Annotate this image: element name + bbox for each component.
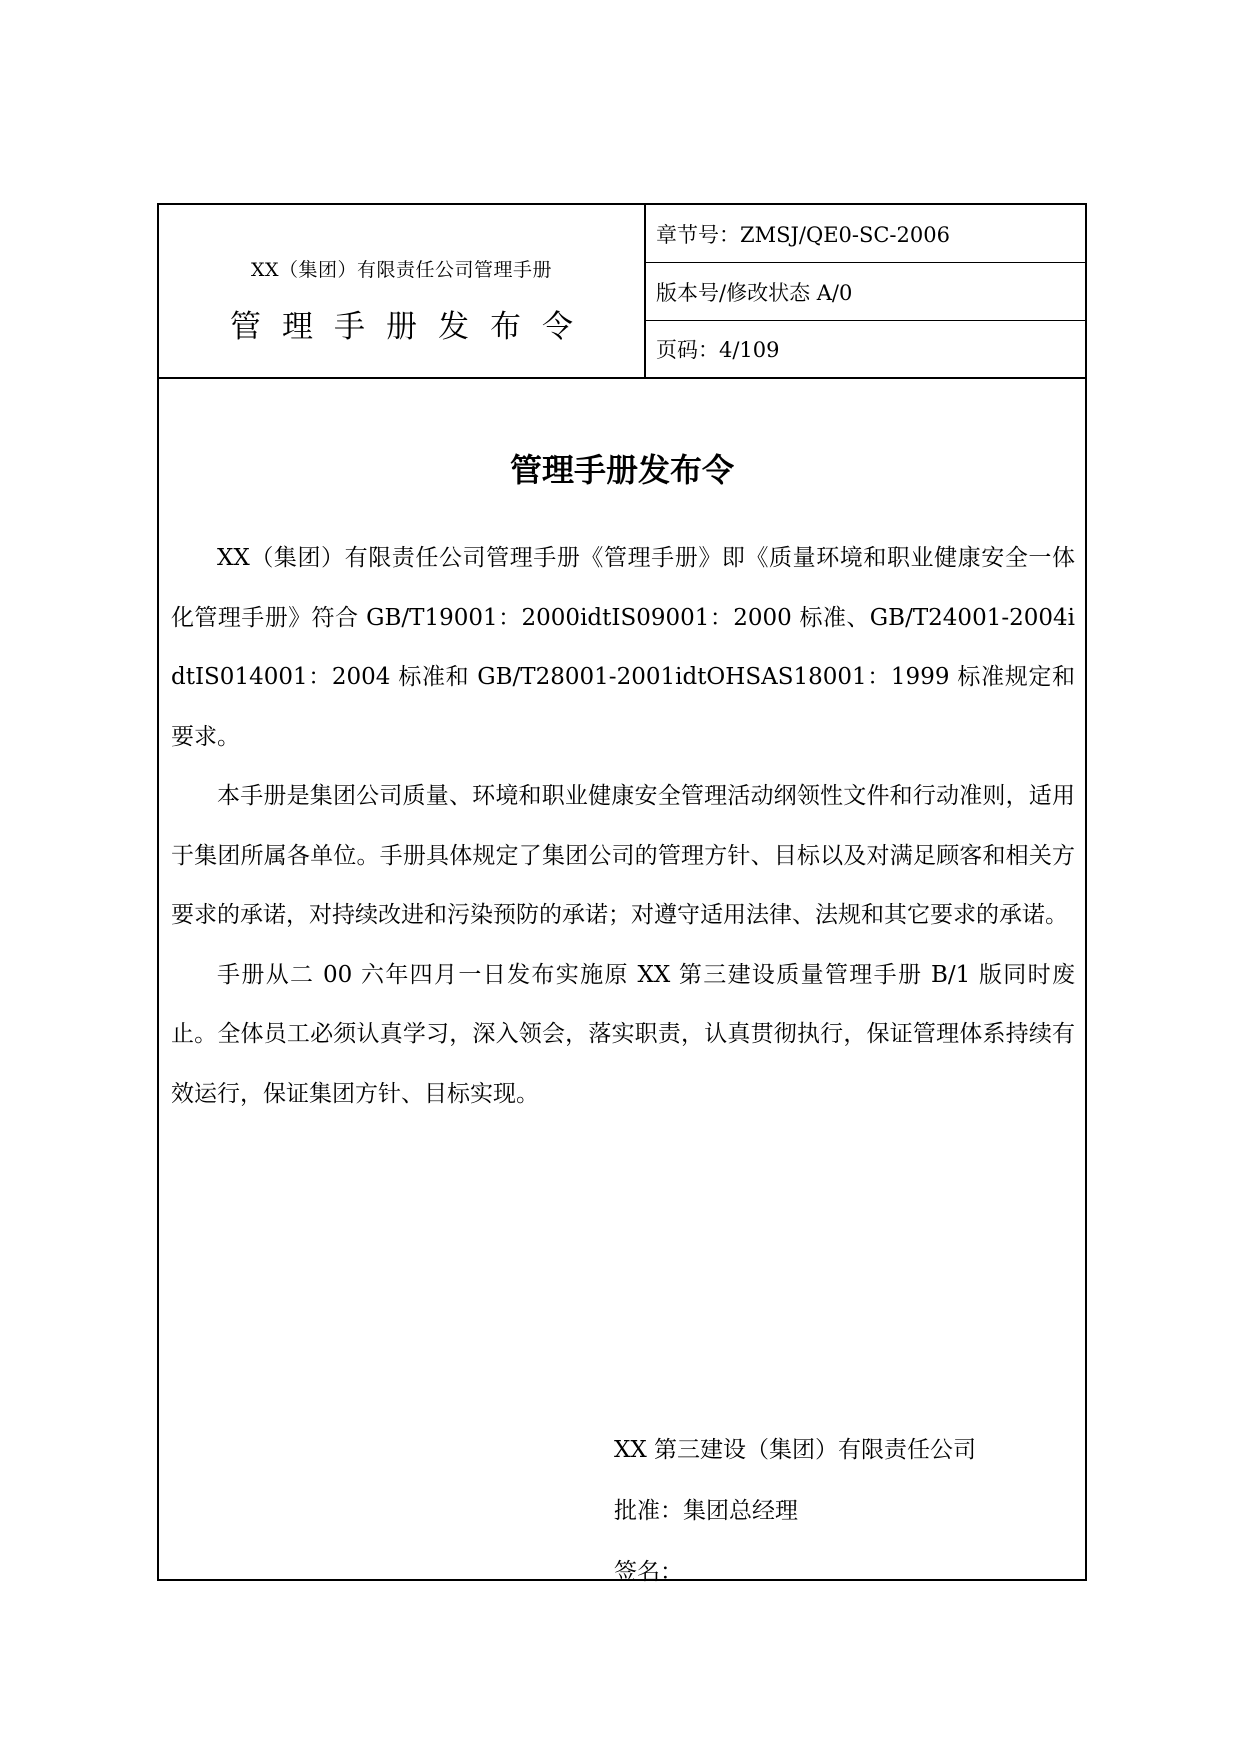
- version-status: 版本号/修改状态 A/0: [644, 263, 1085, 321]
- document-frame: [157, 203, 1087, 1585]
- paragraph: 手册从二 00 六年四月一日发布实施原 XX 第三建设质量管理手册 B/1 版同时废止。全体员工必须认真学习，深入领会，落实职责，认真贯彻执行，保证管理体系持续有效运行，保证集团方针、目标实现。: [171, 961, 1075, 1107]
- signature-block: [614, 1420, 976, 1603]
- paragraph: XX（集团）有限责任公司管理手册《管理手册》即《质量环境和职业健康安全一体化管理手册》符合 GB/T19001：2000idtIS09001：2000 标准、GB/T24001-2004idtIS014001：2004 标准和 GB/T28001-2001idtOHSAS18001：1999 标准规定和要求。: [171, 545, 1075, 750]
- header-meta-cell: [644, 205, 1085, 377]
- page-number: 页码：4/109: [656, 338, 780, 362]
- document-title: 管理手册发布令: [509, 451, 734, 489]
- company-manual-line: XX（集团）有限责任公司管理手册: [250, 259, 553, 281]
- document-header: [159, 205, 1085, 379]
- paragraph: 本手册是集团公司质量、环境和职业健康安全管理活动纲领性文件和行动准则，适用于集团所属各单位。手册具体规定了集团公司的管理方针、目标以及对满足顾客和相关方要求的承诺，对持续改进和污染预防的承诺；对遵守适用法律、法规和其它要求的承诺。: [171, 783, 1075, 928]
- header-title-cell: [159, 205, 646, 377]
- signature-line: 签名：: [614, 1559, 683, 1585]
- chapter-number: 章节号：ZMSJ/QE0-SC-2006: [644, 205, 1085, 263]
- approval-line: 批准：集团总经理: [614, 1498, 798, 1524]
- document-body: [171, 529, 1075, 1124]
- signing-company: XX 第三建设（集团）有限责任公司: [614, 1437, 977, 1463]
- header-title: 管理手册发布令: [230, 309, 594, 345]
